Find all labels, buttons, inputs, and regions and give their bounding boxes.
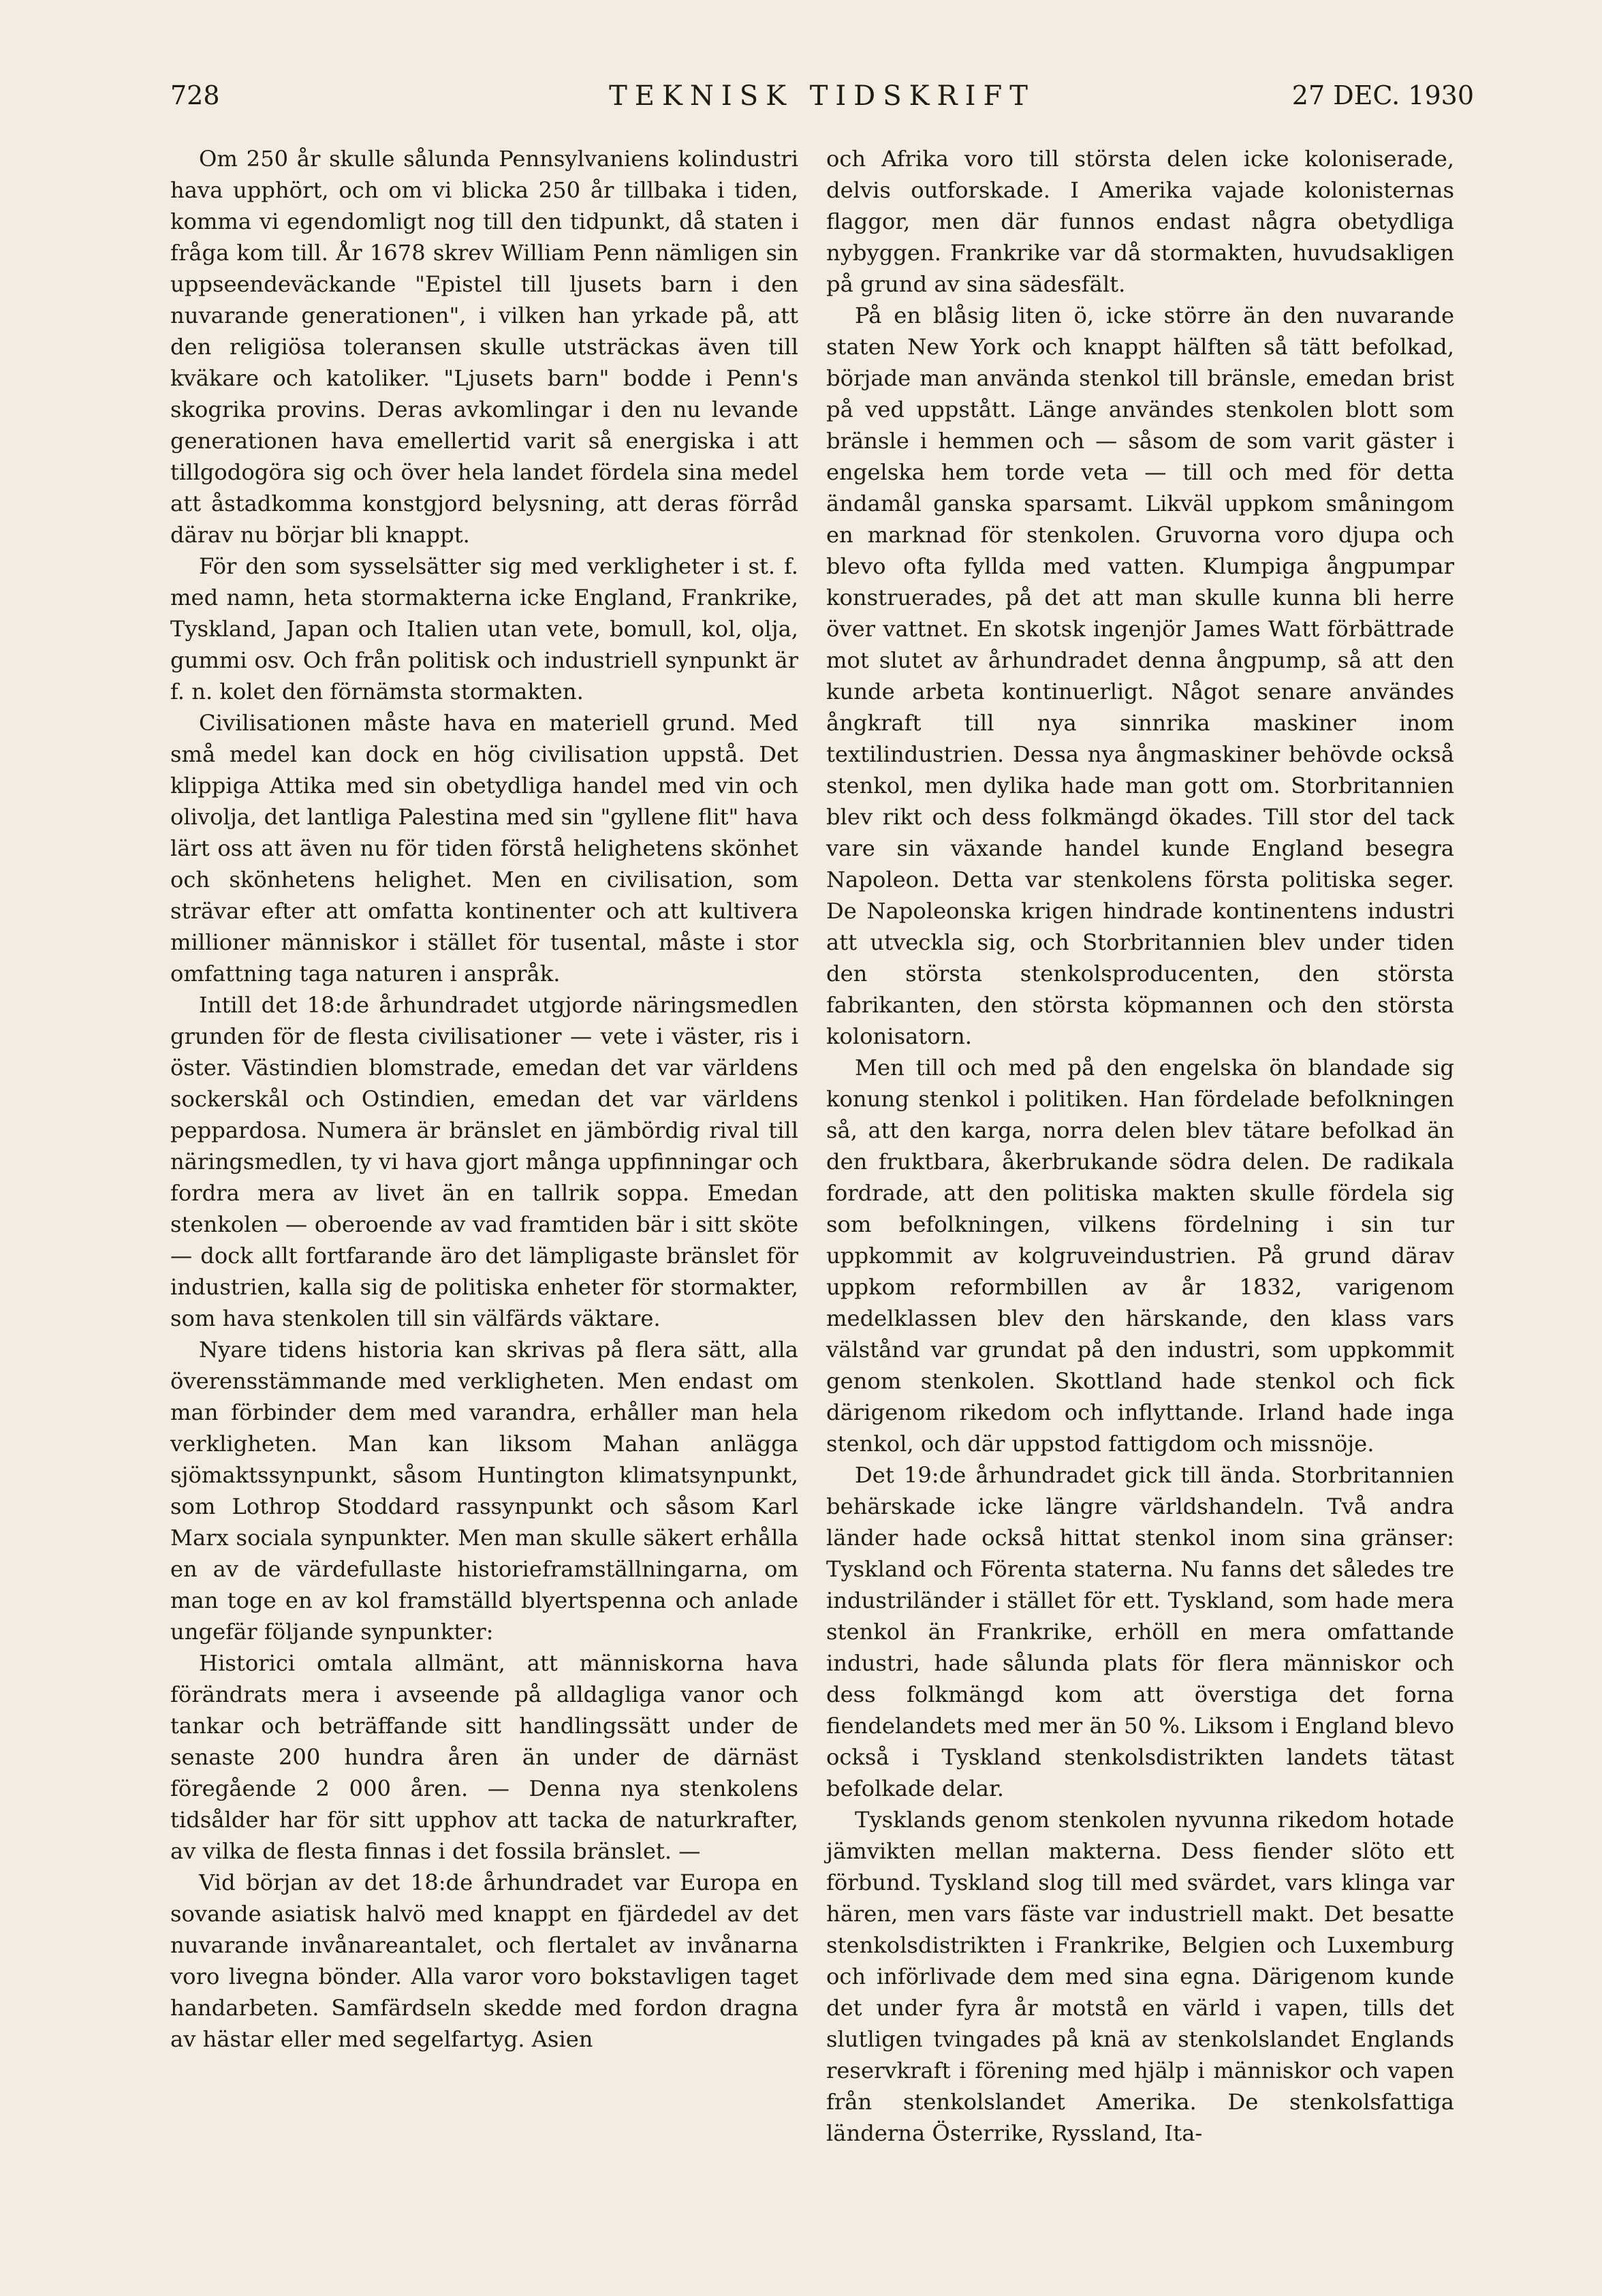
journal-title: TEKNISK TIDSKRIFT [609,80,1035,112]
paragraph: Nyare tidens historia kan skrivas på flera sätt, alla överensstämmande med verkligheten. Men endast om man förbinder dem med varandra, erhåller man hela verkligheten. Man kan liksom Mahan anlägga sjömaktssynpunkt, såsom Huntington klimatsynpunkt, som Lothrop Stoddard rassynpunkt och såsom Karl Marx sociala synpunkter. Men man skulle säkert erhålla en av de värdefullaste historieframställningarna, om man toge en av kol framställd blyertspenna och anlade ungefär följande synpunkter: [170,1337,798,1645]
right-column [826,143,1454,2149]
paragraph: Men till och med på den engelska ön blandade sig konung stenkol i politiken. Han fördelade befolkningen så, att den karga, norra delen blev tätare befolkad än den fruktbara, åkerbrukande södra delen. De radikala fordrade, att den politiska makten skulle fördela sig som befolkningen, vilkens fördelning i sin tur uppkommit av kolgruveindustrien. På grund därav uppkom reformbillen av år 1832, varigenom medelklassen blev den härskande, den klass vars välstånd var grundat på den industri, som uppkommit genom stenkolen. Skottland hade stenkol och fick därigenom rikedom och inflyttande. Irland hade inga stenkol, och där uppstod fattigdom och missnöje. [826,1055,1454,1457]
page-number: 728 [170,80,220,110]
paragraph: Vid början av det 18:de århundradet var Europa en sovande asiatisk halvö med knappt en fjärdedel av det nuvarande invånareantalet, och flertalet av invånarna voro livegna bönder. Alla varor voro bokstavligen taget handarbeten. Samfärdseln skedde med fordon dragna av hästar eller med segelfartyg. Asien [170,1870,798,2052]
paragraph: Det 19:de århundradet gick till ända. Storbritannien behärskade icke längre världshandeln. Två andra länder hade också hittat stenkol inom sina gränser: Tyskland och Förenta staterna. Nu fanns det således tre industriländer i stället för ett. Tyskland, som hade mera stenkol än Frankrike, erhöll en mera omfattande industri, hade sålunda plats för flera människor och dess folkmängd kom att överstiga det forna fiendelandets med mer än 50 %. Liksom i England blevo också i Tyskland stenkolsdistrikten landets tätast befolkade delar. [826,1462,1454,1801]
paragraph: På en blåsig liten ö, icke större än den nuvarande staten New York och knappt hälften så tätt befolkad, började man använda stenkol till bränsle, emedan brist på ved uppstått. Länge användes stenkolen blott som bränsle i hemmen och — såsom de som varit gäster i engelska hem torde veta — till och med för detta ändamål ganska sparsamt. Likväl uppkom småningom en marknad för stenkolen. Gruvorna voro djupa och blevo ofta fyllda med vatten. Klumpiga ångpumpar konstruerades, på det att man skulle kunna bli herre över vattnet. En skotsk ingenjör James Watt förbättrade mot slutet av århundradet denna ångpump, så att den kunde arbeta kontinuerligt. Något senare användes ångkraft till nya sinnrika maskiner inom textilindustrien. Dessa nya ångmaskiner behövde också stenkol, men dylika hade man gott om. Storbritannien blev rikt och dess folkmängd ökades. Till stor del tack vare sin växande handel kunde England besegra Napoleon. Detta var stenkolens första politiska seger. De Napoleonska krigen hindrade kontinentens industri att utveckla sig, och Storbritannien blev under tiden den största stenkolsproducenten, den största fabrikanten, den största köpmannen och den största kolonisatorn. [826,302,1454,1049]
paragraph: För den som sysselsätter sig med verkligheter i st. f. med namn, heta stormakterna icke England, Frankrike, Tyskland, Japan och Italien utan vete, bomull, kol, olja, gummi osv. Och från politisk och industriell synpunkt är f. n. kolet den förnämsta stormakten. [170,553,798,704]
paragraph: Tysklands genom stenkolen nyvunna rikedom hotade jämvikten mellan makterna. Dess fiender slöto ett förbund. Tyskland slog till med svärdet, vars klinga var hären, men vars fäste var industriell makt. Det besatte stenkolsdistrikten i Frankrike, Belgien och Luxemburg och införlivade dem med sina egna. Därigenom kunde det under fyra år motstå en värld i vapen, tills det slutligen tvingades på knä av stenkolslandet Englands reservkraft i förening med hjälp i människor och vapen från stenkolslandet Amerika. De stenkolsfattiga länderna Österrike, Ryssland, Ita- [826,1807,1454,2146]
paragraph: Om 250 år skulle sålunda Pennsylvaniens kolindustri hava upphört, och om vi blicka 250 år tillbaka i tiden, komma vi egendomligt nog till den tidpunkt, då staten i fråga kom till. År 1678 skrev William Penn nämligen sin uppseendeväckande "Epistel till ljusets barn i den nuvarande generationen", i vilken han yrkade på, att den religiösa toleransen skulle utsträckas även till kväkare och katoliker. "Ljusets barn" bodde i Penn's skogrika provins. Deras avkomlingar i den nu levande generationen hava emellertid varit så energiska i att tillgodogöra sig och över hela landet fördela sina medel att åstadkomma konstgjord belysning, att deras förråd därav nu börjar bli knappt. [170,146,798,548]
issue-date: 27 DEC. 1930 [1291,80,1474,110]
paragraph-continuation: och Afrika voro till största delen icke koloniserade, delvis outforskade. I Amerika vajade kolonisternas flaggor, men där funnos endast några obetydliga nybyggen. Frankrike var då stormakten, huvudsakligen på grund av sina sädesfält. [826,146,1454,297]
left-column [170,143,798,2055]
paragraph: Civilisationen måste hava en materiell grund. Med små medel kan dock en hög civilisation uppstå. Det klippiga Attika med sin obetydliga handel med vin och olivolja, det lantliga Palestina med sin "gyllene flit" hava lärt oss att även nu för tiden förstå helighetens skönhet och skönhetens helighet. Men en civilisation, som strävar efter att omfatta kontinenter och att kultivera millioner människor i stället för tusental, måste i stor omfattning taga naturen i anspråk. [170,710,798,987]
paragraph: Historici omtala allmänt, att människorna hava förändrats mera i avseende på alldagliga vanor och tankar och beträffande sitt handlingssätt under de senaste 200 hundra åren än under de därnäst föregående 2 000 åren. — Denna nya stenkolens tidsålder har för sitt upphov att tacka de naturkrafter, av vilka de flesta finnas i det fossila bränslet. — [170,1650,798,1864]
page-header [170,80,1474,128]
paragraph: Intill det 18:de århundradet utgjorde näringsmedlen grunden för de flesta civilisationer — vete i väster, ris i öster. Västindien blomstrade, emedan det var världens sockerskål och Ostindien, emedan det var världens peppardosa. Numera är bränslet en jämbördig rival till näringsmedlen, ty vi hava gjort många uppfinningar och fordra mera av livet än en tallrik soppa. Emedan stenkolen — oberoende av vad framtiden bär i sitt sköte — dock allt fortfarande äro det lämpligaste bränslet för industrien, kalla sig de politiska enheter för stormakter, som hava stenkolen till sin välfärds väktare. [170,992,798,1331]
